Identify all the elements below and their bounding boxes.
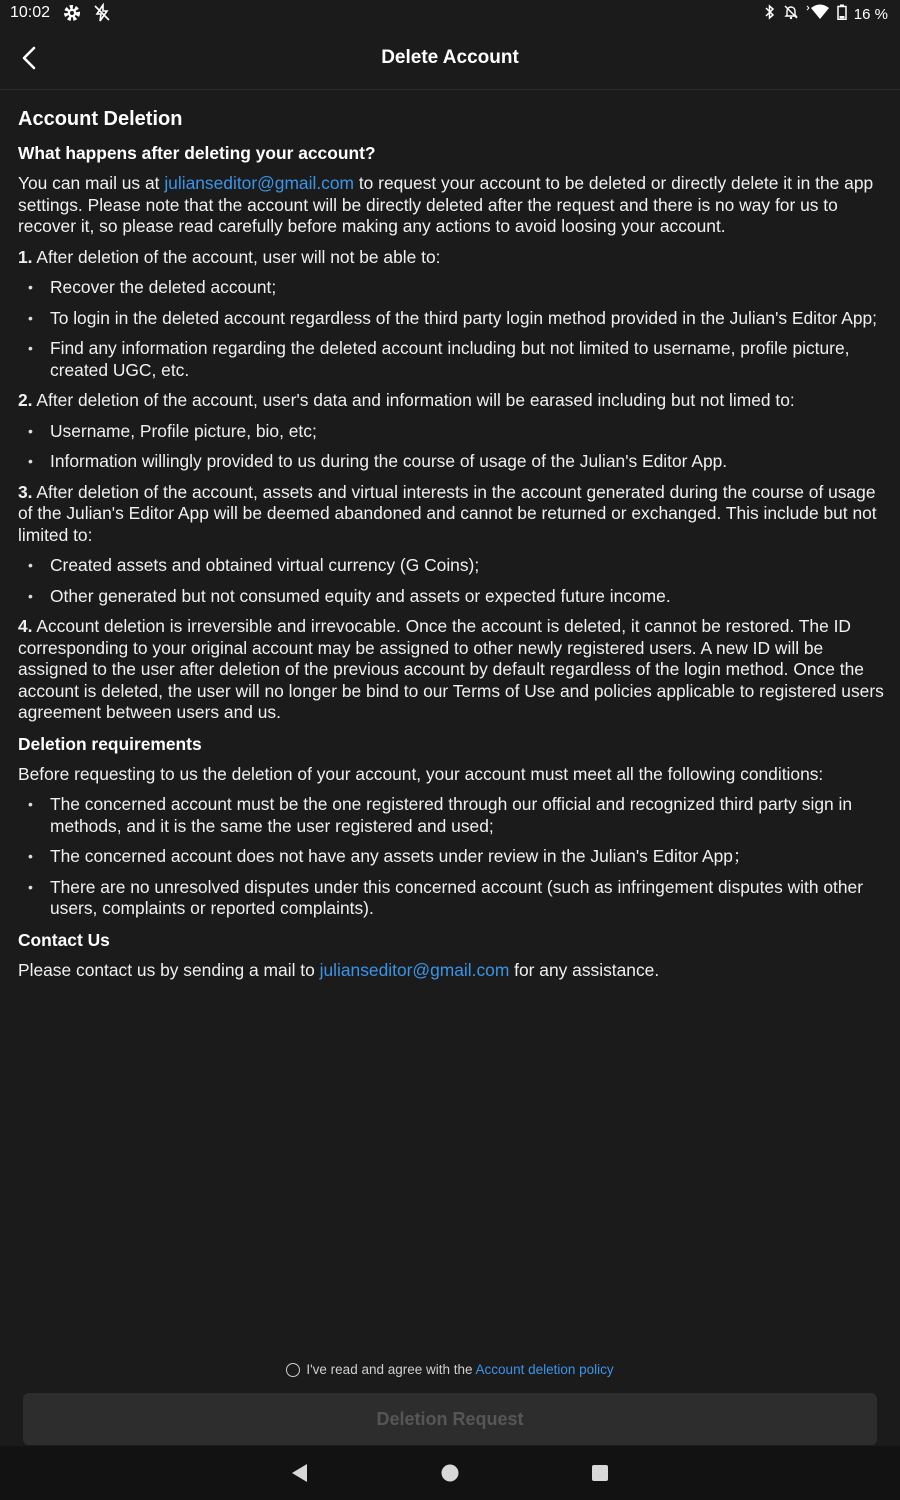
bluetooth-icon [764, 4, 776, 24]
section-1-list [18, 277, 884, 381]
section-2: 2. After deletion of the account, user's data and information will be earased including but not limed to: [18, 390, 795, 410]
status-time: 10:02 [10, 4, 51, 21]
recents-square-icon[interactable] [586, 1459, 614, 1487]
policy-link[interactable]: Account deletion policy [475, 1362, 614, 1377]
list-item: • Created assets and obtained virtual currency (G Coins); [18, 555, 884, 577]
list-item: • Find any information regarding the deleted account including but not limited to username, profile picture, created UGC, etc. [18, 338, 884, 381]
list-item: • Information willingly provided to us during the course of usage of the Julian's Editor App. [18, 451, 884, 473]
gear-icon [62, 3, 82, 28]
policy-heading: Account Deletion [18, 108, 183, 130]
contact-email-link[interactable]: julianseditor@gmail.com [319, 959, 510, 980]
deletion-request-button[interactable]: Deletion Request [23, 1393, 877, 1445]
requirements-list [18, 794, 884, 920]
list-item: • The concerned account does not have any assets under review in the Julian's Editor App； [18, 846, 884, 868]
list-item: • To login in the deleted account regardless of the third party login method provided in the Julian's Editor App; [18, 308, 884, 330]
intro-paragraph: You can mail us at julianseditor@gmail.com to request your account to be deleted or directly delete it in the app settings. Please note that the account will be directly deleted after the request and there is no way for us to recover it, so please read carefully before making any actions to avoid loosing your account. [18, 173, 874, 236]
list-item: • The concerned account must be the one registered through our official and recognized third party sign in methods, and it is the same the user registered and used; [18, 794, 884, 837]
page-title: Delete Account [381, 47, 519, 68]
system-nav-bar [0, 1446, 900, 1500]
email-link[interactable]: julianseditor@gmail.com [164, 173, 355, 193]
requirements-heading: Deletion requirements [18, 733, 202, 754]
list-item: • Username, Profile picture, bio, etc; [18, 421, 884, 443]
no-charge-icon [92, 3, 112, 28]
requirements-intro: Before requesting to us the deletion of your account, your account must meet all the following conditions: [18, 763, 824, 784]
section-2-list [18, 421, 884, 473]
status-bar [0, 0, 900, 28]
battery-percent: 16 % [853, 5, 888, 23]
section-1: 1. After deletion of the account, user will not be able to: [18, 246, 441, 267]
list-item: • Other generated but not consumed equity and assets or expected future income. [18, 586, 884, 608]
section-3-list [18, 555, 884, 607]
list-item: • Recover the deleted account; [18, 277, 884, 299]
contact-paragraph: Please contact us by sending a mail to julianseditor@gmail.com for any assistance. [18, 959, 660, 980]
home-circle-icon[interactable] [436, 1459, 464, 1487]
section-3: 3. After deletion of the account, assets and virtual interests in the account generated during the course of usage of the Julian's Editor App will be deemed abandoned and cannot be returned or exchanged. This include but not limited to: [18, 481, 877, 545]
list-item: • There are no unresolved disputes under this concerned account (such as infringement disputes with other users, complaints or reported complaints). [18, 877, 884, 920]
back-triangle-icon[interactable] [286, 1459, 314, 1487]
policy-content [18, 106, 884, 990]
bell-off-icon [783, 4, 799, 24]
wifi-icon [806, 4, 830, 24]
policy-subheading: What happens after deleting your account? [18, 143, 376, 163]
battery-icon [837, 4, 847, 24]
agreement-row: I've read and agree with the Account deletion policy [0, 1362, 900, 1380]
agree-checkbox[interactable] [286, 1363, 300, 1377]
contact-heading: Contact Us [18, 929, 110, 950]
app-header [0, 28, 900, 90]
section-4: 4. Account deletion is irreversible and irrevocable. Once the account is deleted, it cannot be restored. The ID corresponding to your original account may be assigned to other newly registered users. A new ID will be assigned to the user after deletion of the previous account by default regardless of the login method. Once the account is deleted, the user will no longer be bind to our Terms of Use and policies applicable to registered users agreement between users and us. [18, 616, 884, 722]
